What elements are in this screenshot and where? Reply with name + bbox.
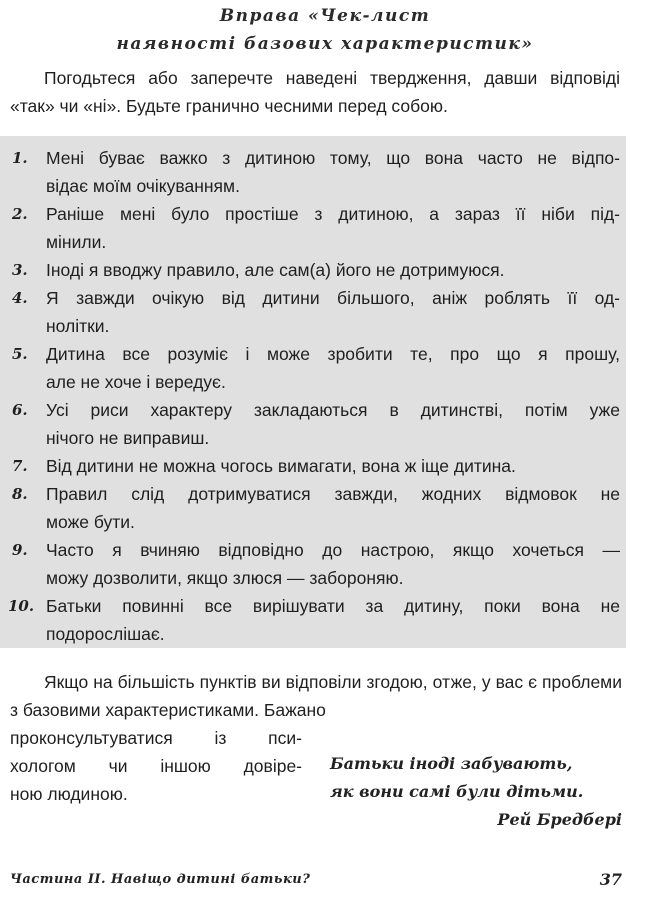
checklist-item [0,144,626,200]
checklist-item [0,340,626,396]
checklist-item [0,536,626,592]
checklist-item [0,284,626,340]
checklist-item-text: Батьки повинні все вирішувати за дитину, поки вона не [46,596,620,616]
checklist-item-text: але не хоче і вередує. [46,372,226,392]
checklist-item-text: Іноді я вводжу правило, але сам(а) його не дотримуюся. [46,260,505,280]
checklist-item-text: нолітки. [46,316,110,336]
checklist-item [0,480,626,536]
checklist-item [0,200,626,256]
checklist-item-text: Я завжди очікую від дитини більшого, аніж роблять її од- [46,288,620,308]
checklist-item-number: 7. [12,457,28,475]
exercise-title-line2: наявності базових характеристик» [116,34,534,54]
checklist-item-text: Усі риси характеру закладаються в дитинстві, потім уже [46,400,620,420]
intro-paragraph: Погодьтеся або заперечте наведені твердження, давши відповіді «так» чи «ні». Будьте гранично чесними перед собою. [10,68,620,116]
checklist-item-text: Раніше мені було простіше з дитиною, а зараз її ніби під- [46,204,620,224]
exercise-title-line1: Вправа «Чек-лист [219,6,431,26]
checklist-item [0,452,626,480]
checklist-item-text: Від дитини не можна чогось вимагати, вона ж іще дитина. [46,456,516,476]
quote-author: Рей Бредбері [497,810,622,829]
checklist-item-text: нічого не виправиш. [46,428,210,448]
checklist-item-text: Дитина все розуміє і може зробити те, про що я прошу, [46,344,620,364]
checklist-item [0,592,626,648]
checklist-item-text: відає моїм очікуванням. [46,176,240,196]
checklist-item-text: мінили. [46,232,107,252]
checklist-item-text: Правил слід дотримуватися завжди, жодних відмовок не [46,484,620,504]
checklist-item [0,256,626,284]
page-number: 37 [599,870,622,889]
outro-paragraph: Якщо на більшість пунктів ви відповіли згодою, отже, у вас є проблеми з базовими характеристиками. Бажано [10,672,622,720]
footer-section-title: Частина II. Навіщо дитині батьки? [10,872,311,887]
checklist-item-number: 3. [12,261,28,279]
checklist-item-text: Мені буває важко з дитиною тому, що вона часто не відпо- [46,148,620,168]
checklist-item-number: 2. [12,205,28,223]
checklist-item-number: 8. [12,485,28,503]
checklist-item-text: подорослішає. [46,624,165,644]
checklist-item-text: можу дозволити, якщо злюся — забороняю. [46,568,404,588]
checklist-box [0,136,626,648]
checklist-item-number: 5. [12,345,28,363]
checklist-item-number: 9. [12,541,28,559]
checklist-item-number: 1. [12,149,28,167]
checklist-item [0,396,626,452]
outro-line: хологом чи іншою довіре- [10,756,302,776]
checklist-item-number: 10. [8,597,35,615]
outro-line: проконсультуватися із пси- [10,728,302,748]
checklist-item-text: може бути. [46,512,135,532]
quote-line: Батьки іноді забувають, [330,754,573,773]
epigraph-quote [330,750,622,834]
checklist-item-number: 4. [12,289,28,307]
checklist-item-text: Часто я вчиняю відповідно до настрою, якщо хочеться — [46,540,620,560]
checklist-item-number: 6. [12,401,28,419]
quote-line: як вони самі були дітьми. [330,782,584,801]
outro-continuation [10,724,302,808]
outro-line: ною людиною. [10,784,128,804]
